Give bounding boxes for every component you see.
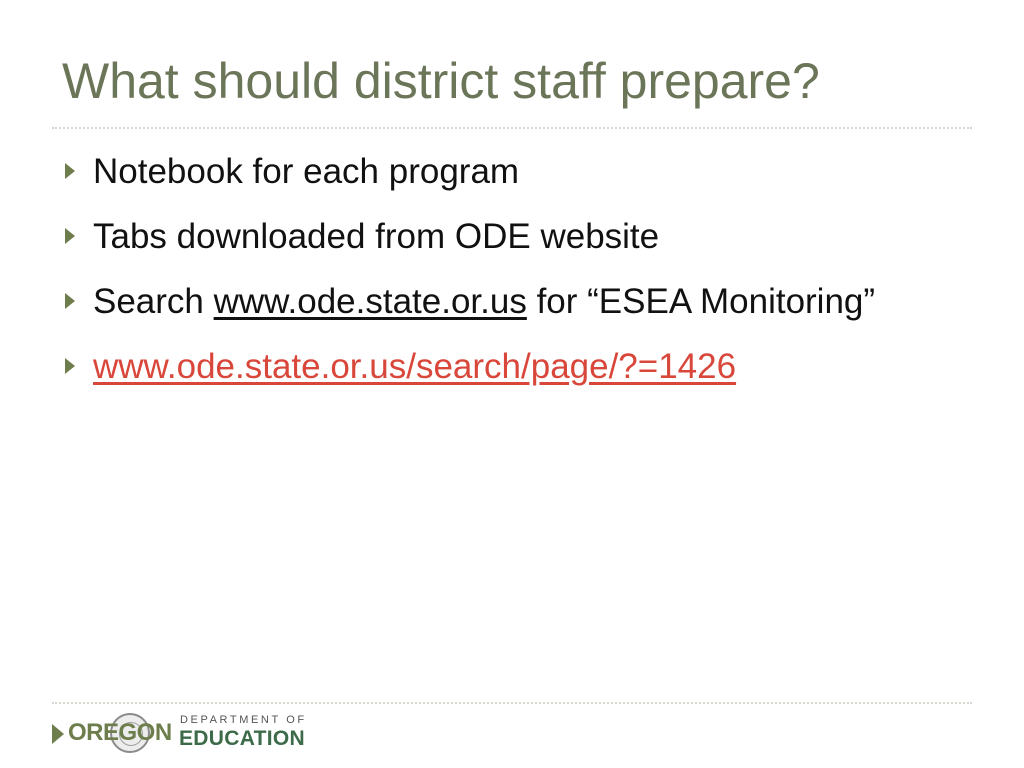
logo-department-text: DEPARTMENT OF <box>180 714 307 726</box>
bullet-arrow-icon <box>65 293 75 309</box>
bullet-text: Notebook for each program <box>93 152 520 191</box>
bullet-text-suffix: for “ESEA Monitoring” <box>526 282 876 321</box>
bullet-arrow-icon <box>65 163 75 179</box>
bullet-item <box>62 211 962 262</box>
bullet-item <box>62 341 962 392</box>
bullet-item <box>62 146 962 197</box>
bullet-text: Tabs downloaded from ODE website <box>93 217 660 256</box>
bullet-arrow-icon <box>65 228 75 244</box>
logo-oregon-text: OREGON <box>68 719 172 746</box>
oregon-department-of-education-logo <box>52 712 322 756</box>
logo-arrow-icon <box>52 724 64 744</box>
bullet-item <box>62 276 962 327</box>
ode-website-link[interactable]: www.ode.state.or.us <box>213 282 527 321</box>
ode-search-page-link[interactable]: www.ode.state.or.us/search/page/?=1426 <box>93 347 737 386</box>
bullet-list <box>62 146 962 406</box>
title-divider <box>52 127 972 129</box>
slide-title: What should district staff prepare? <box>62 53 820 109</box>
footer-divider <box>52 702 972 704</box>
bullet-arrow-icon <box>65 358 75 374</box>
bullet-text-prefix: Search <box>93 282 214 321</box>
logo-education-text: EDUCATION <box>179 727 305 750</box>
